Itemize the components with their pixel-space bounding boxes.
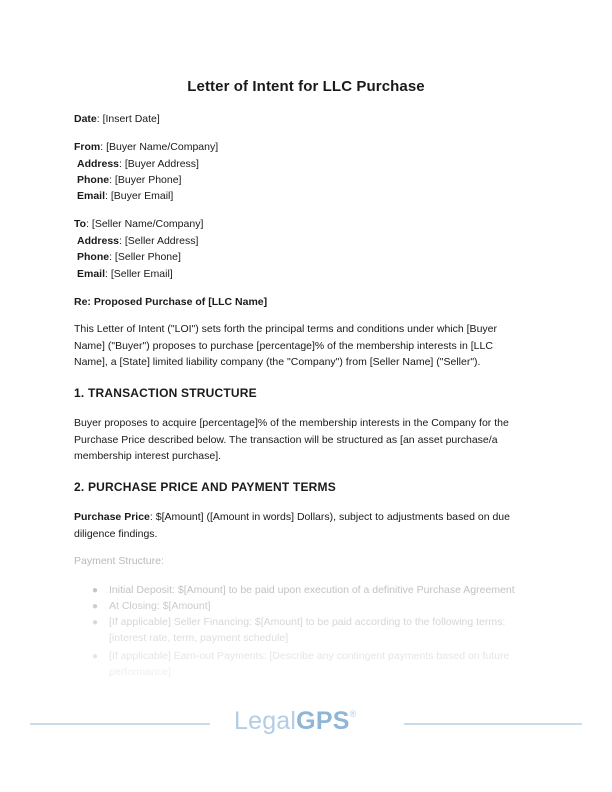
- intro-line: This Letter of Intent ("LOI") sets forth the principal terms and conditions under which [Buyer: [74, 323, 497, 335]
- from-label: From: [74, 141, 101, 153]
- to-email-value: : [Seller Email]: [105, 268, 173, 280]
- date-line: [74, 111, 160, 127]
- to-line: [74, 216, 203, 232]
- bullet-item: [If applicable] Seller Financing: $[Amount] to be paid according to the following terms:: [109, 616, 506, 628]
- to-email-label: Email: [77, 268, 106, 280]
- to-value: : [Seller Name/Company]: [86, 218, 204, 230]
- logo-legal-text: Legal: [234, 707, 297, 735]
- purchase-price-line: [74, 509, 534, 526]
- bullet-icon: ●: [92, 585, 99, 596]
- from-email-label: Email: [77, 190, 106, 202]
- bullet-item-continued: performance]: [109, 666, 171, 678]
- bullet-item: At Closing: $[Amount]: [109, 600, 211, 612]
- section-1-paragraph: [74, 415, 534, 465]
- date-value: : [Insert Date]: [96, 113, 160, 125]
- bullet-icon: ●: [92, 617, 99, 628]
- from-email-value: : [Buyer Email]: [105, 190, 174, 202]
- from-phone-line: [77, 172, 181, 188]
- section-1-line: membership interest purchase].: [74, 450, 222, 462]
- intro-line: Name] ("Buyer") proposes to purchase [percentage]% of the membership interests in [LLC: [74, 339, 493, 352]
- section-1-heading: 1. TRANSACTION STRUCTURE: [74, 386, 257, 400]
- bullet-item: Initial Deposit: $[Amount] to be paid upon execution of a definitive Purchase Agreement: [109, 584, 515, 596]
- purchase-price-line: diligence findings.: [74, 527, 158, 540]
- to-address-label: Address: [77, 235, 120, 247]
- purchase-price-label: Purchase Price: [74, 511, 150, 523]
- intro-paragraph: [74, 321, 534, 371]
- to-phone-line: [77, 249, 181, 265]
- to-email-line: [77, 266, 173, 282]
- to-address-line: [77, 233, 198, 249]
- from-address-value: : [Buyer Address]: [119, 158, 199, 170]
- logo-gps-text: GPS: [296, 707, 350, 735]
- from-address-line: [77, 156, 199, 172]
- purchase-price-paragraph: [74, 509, 534, 542]
- purchase-price-value: : $[Amount] ([Amount in words] Dollars), subject to adjustments based on due: [149, 511, 510, 523]
- section-2-heading: 2. PURCHASE PRICE AND PAYMENT TERMS: [74, 480, 336, 494]
- bullet-item: [If applicable] Earn-out Payments: [Describe any contingent payments based on future: [109, 650, 510, 662]
- footer-divider-left: [30, 723, 210, 725]
- from-line: [74, 139, 218, 155]
- section-1-line: Buyer proposes to acquire [percentage]% of the membership interests in the Company for the: [74, 417, 509, 429]
- section-1-line: Purchase Price described below. The transaction will be structured as [an asset purchase/a: [74, 433, 498, 446]
- re-line: Re: Proposed Purchase of [LLC Name]: [74, 296, 268, 308]
- bullet-item-continued: [interest rate, term, payment schedule]: [109, 632, 289, 644]
- from-email-line: [77, 188, 173, 204]
- legalgps-logo: [234, 707, 384, 736]
- registered-mark-icon: ®: [349, 709, 357, 719]
- from-value: : [Buyer Name/Company]: [100, 141, 219, 153]
- from-phone-value: : [Buyer Phone]: [109, 174, 182, 186]
- to-label: To: [74, 218, 87, 230]
- bullet-icon: ●: [92, 601, 99, 612]
- from-phone-label: Phone: [77, 174, 110, 186]
- bullet-icon: ●: [92, 651, 99, 662]
- footer-divider-right: [404, 723, 582, 725]
- to-phone-label: Phone: [77, 251, 110, 263]
- payment-structure-label: Payment Structure:: [74, 555, 164, 567]
- intro-line: Name], a [State] limited liability company (the "Company") from [Seller Name] ("Seller").: [74, 356, 481, 368]
- from-address-label: Address: [77, 158, 120, 170]
- document-title: Letter of Intent for LLC Purchase: [187, 78, 425, 95]
- to-phone-value: : [Seller Phone]: [109, 251, 181, 263]
- to-address-value: : [Seller Address]: [119, 235, 199, 247]
- date-label: Date: [74, 113, 97, 125]
